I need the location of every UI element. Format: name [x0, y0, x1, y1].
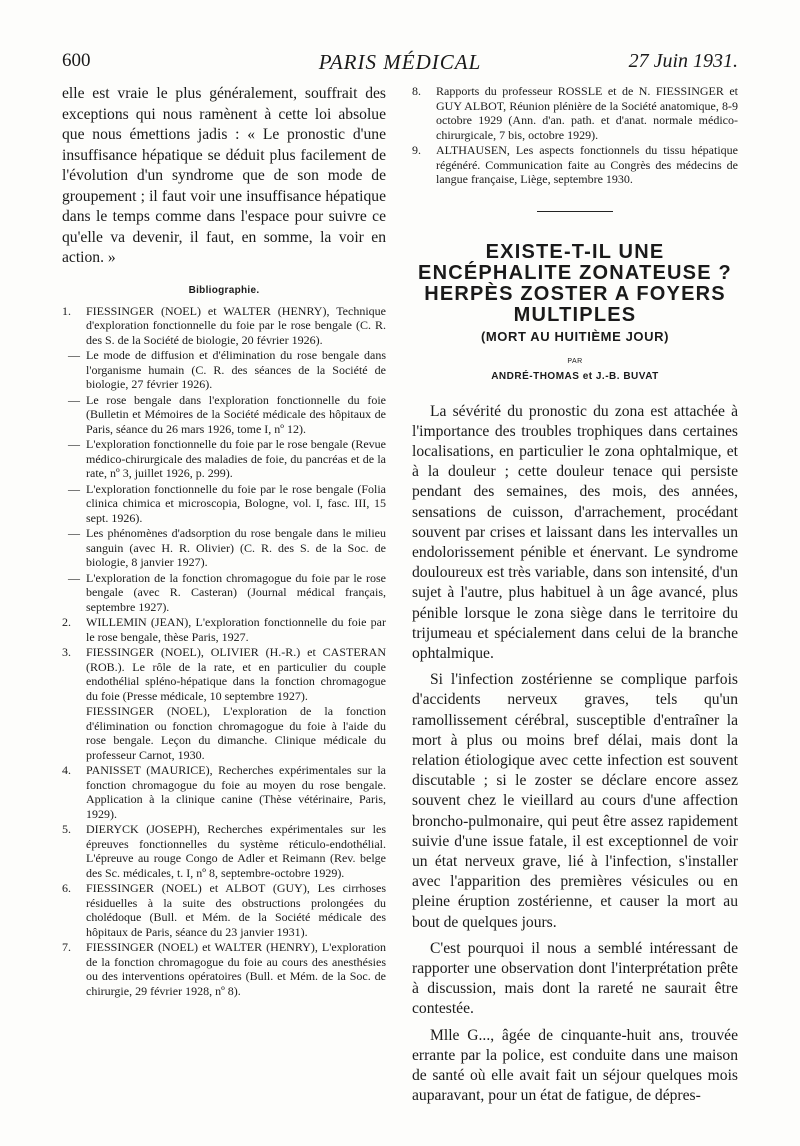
bibliography-heading: Bibliographie.	[188, 284, 260, 296]
article-authors: ANDRÉ-THOMAS et J.-B. BUVAT	[491, 370, 659, 382]
reference-1-sub: — L'exploration de la fonction chromagogue du foie par le rose bengale (avec R. Casteran) (Journal médical français, septembre 1927).	[68, 570, 386, 614]
bibliography-list	[62, 304, 386, 999]
body-paragraph: Si l'infection zostérienne se complique parfois d'accidents nerveux graves, tels qu'un ramollissement cérébral, susceptible d'entraîner la mort à plus ou moins bref délai, mais dont la relation étiologique avec cette infection est souvent discutable ; si le zoster se déclare encore assez souvent chez le vieillard au cours d'une affection broncho-pulmonaire, qui peut être assez rapidement suivie d'une issue fatale, il est exceptionnel de voir un état nerveux grave, lié à l'infection, s'installer avec l'apparition des premières vésicules ou en pleine éruption zostérienne, et causer la mort au bout de quelques jours.	[412, 671, 738, 931]
reference-1-sub: — Les phénomènes d'adsorption du rose bengale dans le milieu sanguin (avec H. R. Olivier) (C. R. des S. de la Soc. de biologie, 8 janvier 1927).	[68, 526, 386, 569]
reference-3-extra: FIESSINGER (NOEL), L'exploration de la fonction d'élimination ou fonction chromagogue du foie à l'aide du rose bengale. Leçon du dimanche. Clinique médicale du professeur Carnot, 1930.	[86, 704, 386, 762]
reference-6: 6. FIESSINGER (NOEL) et ALBOT (GUY), Les cirrhoses résiduelles à la suite des obstructions prolongées du cholédoque (Bull. et Mém. de la Société médicale des hôpitaux de Paris, séance du 23 janvier 1931).	[62, 881, 386, 939]
reference-4: 4. PANISSET (MAURICE), Recherches expérimentales sur la fonction chromagogue du foie au moyen du rose bengale. Application à la clinique canine (Thèse vétérinaire, Paris, 1929).	[62, 763, 386, 821]
body-paragraph: Mlle G..., âgée de cinquante-huit ans, trouvée errante par la police, est conduite dans une maison de santé où elle avait fait un séjour quelques mois auparavant, pour un état de fatigue, de dépres-	[412, 1026, 738, 1105]
page-number: 600	[62, 50, 91, 71]
reference-7: 7. FIESSINGER (NOEL) et WALTER (HENRY), L'exploration de la fonction chromagogue du foie au cours des anesthésies ou des interventions opératoires (Bull. et Mém. de la Soc. de chirurgie, 29 février 1928, nº 8).	[62, 940, 386, 998]
reference-1-sub: — Le mode de diffusion et d'élimination du rose bengale dans l'organisme humain (C. R. des séances de la Société de biologie, 27 février 1926).	[68, 348, 386, 391]
article-subtitle: (MORT AU HUITIÈME JOUR)	[480, 328, 670, 344]
body-paragraph: La sévérité du pronostic du zona est attachée à l'importance des troubles trophiques dans certaines localisations, en particulier le zona ophtalmique, et à la douleur ; cette douleur tenace qui persiste pendant des semaines, des mois, des années, sensations de cuisson, d'arrachement, procédant souvent par crises et laissant dans les intervalles un endolorissement pénible et énervant. Le syndrome douloureux est très variable, dans son intensité, d'un sujet à l'autre, plus habituel à un âge avancé, plus pénible lorsque le zona siège dans le territoire du trijumeau et spécialement dans celui de la branche ophtalmique.	[412, 402, 738, 662]
article-title: EXISTE-T-IL UNE ENCÉPHALITE ZONATEUSE ? HERPÈS ZOSTER A FOYERS MULTIPLES	[418, 240, 732, 326]
intro-paragraph: elle est vraie le plus généralement, souffrait des exceptions qui nous ramènent à cette loi absolue que nous émettions jadis : « Le pronostic d'une insuffisance hépatique se déduit plus facilement de l'évolution d'un syndrome que de son mode de groupement ; il faut voir une insuffisance hépatique dans le temps comme dans l'espace pour suivre ce qu'elle va devenir, il faut, en somme, la voir en action. »	[62, 85, 386, 266]
issue-date: 27 Juin 1931.	[628, 50, 738, 72]
reference-1-sub: — Le rose bengale dans l'exploration fonctionnelle du foie (Bulletin et Mémoires de la Société médicale des hôpitaux de Paris, séance du 26 mars 1926, tome I, nº 12).	[68, 392, 386, 436]
right-column	[412, 84, 738, 1112]
bibliography-continued	[412, 84, 738, 187]
section-divider	[537, 211, 613, 212]
reference-1-sub: — L'exploration fonctionnelle du foie par le rose bengale (Folia clinica chimica et microscopia, Bologne, vol. I, fasc. III, 15 sept. 1926).	[68, 481, 386, 525]
journal-title: PARIS MÉDICAL	[318, 50, 482, 74]
reference-1-sub: — L'exploration fonctionnelle du foie par le rose bengale (Revue médico-chirurgicale des maladies de foie, du pancréas et de la rate, nº 3, juillet 1926, p. 299).	[68, 437, 386, 480]
reference-2: 2. WILLEMIN (JEAN), L'exploration fonctionnelle du foie par le rose bengale, thèse Paris, 1927.	[62, 615, 386, 644]
reference-3: 3. FIESSINGER (NOEL), OLIVIER (H.-R.) et CASTERAN (ROB.). Le rôle de la rate, et en particulier du couple endothélial spléno-hépatique dans la fonction chromagogue du foie (Presse médicale, 10 septembre 1927).	[62, 645, 386, 703]
reference-1: 1. FIESSINGER (NOEL) et WALTER (HENRY), Technique d'exploration fonctionnelle du foie par le rose bengale (C. R. des S. de la Société de biologie, 20 février 1926).	[62, 303, 386, 347]
page-header	[62, 50, 738, 80]
left-column	[62, 84, 386, 999]
reference-8: 8. Rapports du professeur ROSSLE et de N. FIESSINGER et GUY ALBOT, Réunion plénière de la Société anatomique, 8-9 octobre 1929 (Ann. d'an. path. et d'anat. normale médico-chirurgicale, 7 bis, octobre 1929).	[412, 84, 738, 142]
by-label: PAR	[567, 357, 583, 365]
body-paragraph: C'est pourquoi il nous a semblé intéressant de rapporter une observation dont l'interprétation prête à discussion, mais dont la rareté ne saurait être contestée.	[412, 939, 738, 1018]
reference-5: 5. DIERYCK (JOSEPH), Recherches expérimentales sur les épreuves fonctionnelles du système réticulo-endothélial. L'épreuve au rouge Congo de Adler et Reimann (Rev. belge des Sc. médicales, t. I, nº 8, septembre-octobre 1929).	[62, 822, 386, 880]
reference-9: 9. ALTHAUSEN, Les aspects fonctionnels du tissu hépatique régénéré. Communication faite au Congrès des médecins de langue française, Liège, septembre 1930.	[412, 143, 738, 186]
